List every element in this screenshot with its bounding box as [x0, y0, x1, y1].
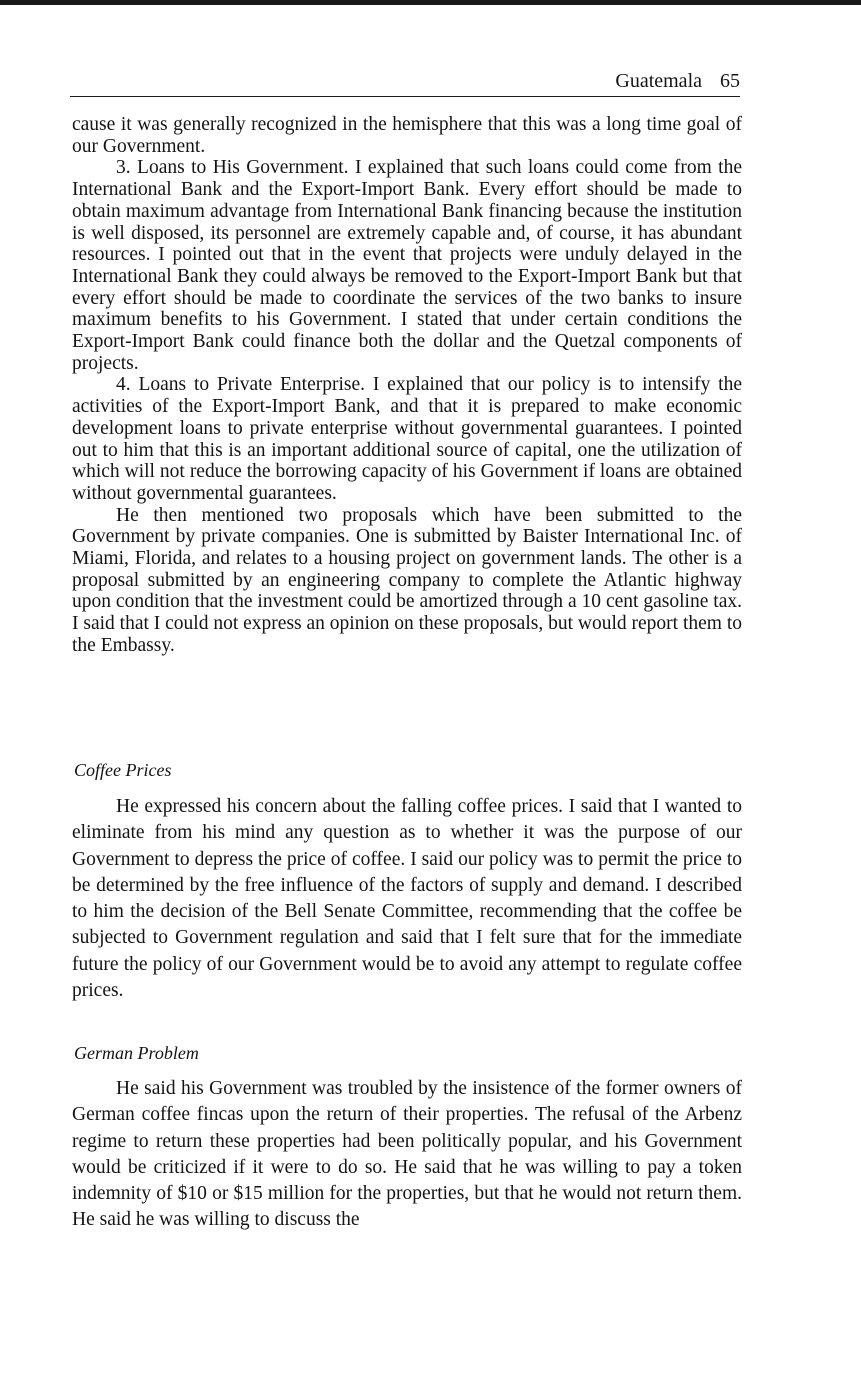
running-head-title: Guatemala: [615, 70, 702, 92]
paragraph-loans-government: 3. Loans to His Government. I explained that such loans could come from the International Bank and the Export-Import Bank. Every effort should be made to obtain maximum advantage from International Bank financing because the institution is well disposed, its personnel are extremely capable and, of course, it has abundant resources. I pointed out that in the event that projects were unduly delayed in the International Bank they could always be removed to the Export-Import Bank but that every effort should be made to coordinate the services of the two banks to insure maximum benefits to his Government. I stated that under certain conditions the Export-Import Bank could finance both the dollar and the Quetzal components of projects.: [72, 157, 742, 374]
paragraph-continuation: cause it was generally recognized in the hemisphere that this was a long time goal of our Government.: [72, 114, 742, 157]
section-heading-german-problem: German Problem: [74, 1043, 199, 1063]
section-body-coffee-prices: [72, 794, 742, 1004]
body-text-top: [72, 114, 742, 657]
paragraph-proposals: He then mentioned two proposals which have been submitted to the Government by private companies. One is submitted by Baister International Inc. of Miami, Florida, and relates to a housing project on government lands. The other is a proposal submitted by an engineering company to complete the Atlantic highway upon condition that the investment could be amortized through a 10 cent gasoline tax. I said that I could not express an opinion on these proposals, but would report them to the Embassy.: [72, 504, 742, 656]
section-heading-coffee-prices: Coffee Prices: [74, 760, 172, 780]
page-number: 65: [720, 70, 740, 92]
page-header: [70, 70, 740, 97]
paragraph-german-problem: He said his Government was troubled by the insistence of the former owners of German coffee fincas upon the return of their properties. The refusal of the Arbenz regime to return these properties had been politically popular, and his Government would be criticized if it were to do so. He said that he was willing to pay a token indemnity of $10 or $15 million for the properties, but that he would not return them. He said he was willing to discuss the: [72, 1078, 742, 1231]
page-top-rule: [0, 0, 861, 5]
running-header: [615, 70, 740, 93]
paragraph-loans-private: 4. Loans to Private Enterprise. I explained that our policy is to intensify the activities of the Export-Import Bank, and that it is prepared to make economic development loans to private enterprise without governmental guarantees. I pointed out to him that this is an important additional source of capital, one the utilization of which will not reduce the borrowing capacity of his Government if loans are obtained without governmental guarantees.: [72, 374, 742, 504]
paragraph-coffee-prices: He expressed his concern about the falling coffee prices. I said that I wanted to eliminate from his mind any question as to whether it was the purpose of our Government to depress the price of coffee. I said our policy was to permit the price to be determined by the free influence of the factors of supply and demand. I described to him the decision of the Bell Senate Committee, recommending that the coffee be subjected to Government regulation and said that I felt sure that for the immediate future the policy of our Government would be to avoid any attempt to regulate coffee prices.: [72, 796, 742, 1002]
section-body-german-problem: [72, 1076, 742, 1234]
